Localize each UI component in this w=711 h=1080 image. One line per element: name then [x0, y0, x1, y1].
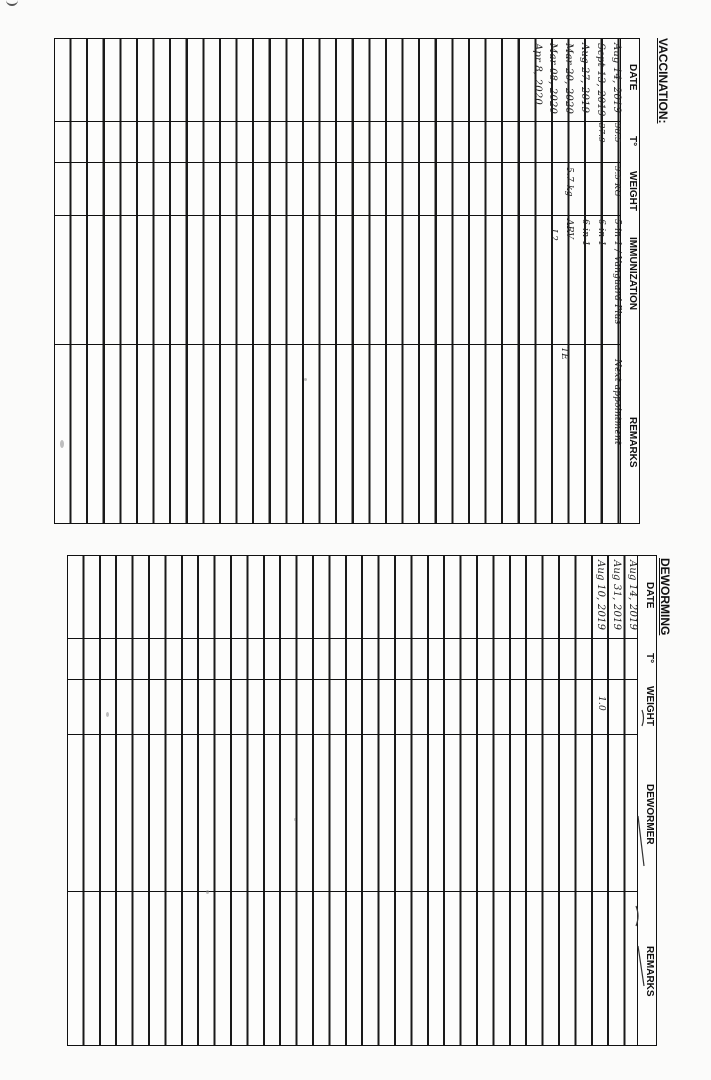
deworming-header-weight: WEIGHT — [644, 686, 655, 726]
vaccination-table — [54, 38, 640, 524]
deworming-entry-3-date: Aug 10, 2019 — [595, 560, 606, 631]
deworming-entry-2-date: Aug 31, 2019 — [611, 560, 622, 631]
vaccination-header-date: DATE — [627, 64, 638, 91]
scan-speck — [106, 712, 109, 717]
vaccination-entry-4-date: Mar 20, 2020 — [563, 43, 574, 115]
vaccination-entry-2-date: Sept 13, 2019 — [595, 43, 606, 117]
vaccination-entry-6-date: Apr 8, 2020 — [532, 43, 543, 105]
vaccination-header-temp: T° — [627, 136, 638, 147]
vaccination-entry-2-immunization: 6-in-1 — [596, 219, 606, 247]
deworming-entry-1-date: Aug 14, 2019 — [627, 560, 638, 631]
vaccination-entry-2-temp: 37.9 — [596, 123, 606, 143]
vaccination-col-divider-immunization — [55, 344, 639, 345]
vaccination-title: VACCINATION: — [656, 38, 670, 124]
deworming-table — [67, 555, 657, 1046]
scan-speck — [294, 818, 296, 821]
vaccination-header-remarks: REMARKS — [627, 417, 638, 468]
deworming-title: DEWORMING — [658, 558, 672, 636]
deworming-col-divider-dewormer — [68, 891, 656, 892]
vaccination-entry-5-immunization: ARV — [564, 219, 574, 240]
deworming-pen-marks — [598, 706, 658, 1026]
vaccination-entry-1-remarks: Next appointment — [612, 359, 622, 445]
vaccination-entry-1-temp: 38.5 — [612, 123, 622, 143]
vaccination-entry-3-date: Aug 27, 2019 — [579, 43, 590, 114]
deworming-header-temp: T° — [644, 653, 655, 664]
deworming-entry-3-weight: 1.0 — [596, 696, 606, 711]
deworming-col-divider-date — [68, 638, 656, 639]
vaccination-entry-3-immunization: 6-in-1 — [580, 219, 590, 247]
vaccination-entry-5-weight: 5.7 kg — [564, 167, 574, 197]
deworming-col-divider-weight — [68, 734, 656, 735]
scan-speck — [206, 890, 209, 894]
vaccination-col-divider-date — [55, 121, 639, 122]
scan-speck — [60, 440, 64, 448]
vaccination-entry-1-weight: 3.5 KG — [612, 166, 622, 197]
deworming-col-divider-temp — [68, 679, 656, 680]
vaccination-entry-5-remarks: TE — [559, 347, 569, 360]
vaccination-entry-5-date: Mar 08, 2020 — [547, 43, 558, 115]
vaccination-col-divider-temp — [55, 162, 639, 163]
vaccination-entry-6-immunization: L2 — [548, 229, 558, 242]
vaccination-header-weight: WEIGHT — [627, 171, 638, 211]
deworming-header-remarks: REMARKS — [644, 946, 655, 997]
scan-mark — [6, 0, 18, 6]
vaccination-header-immunization: IMMUNIZATION — [627, 237, 638, 311]
deworming-header-dewormer: DEWORMER — [644, 784, 655, 845]
vaccination-entry-1-immunization: 5-in-1 / Vanguard Plus — [612, 219, 622, 325]
scan-speck — [304, 378, 307, 381]
vaccination-col-divider-weight — [55, 215, 639, 216]
deworming-header-date: DATE — [644, 582, 655, 609]
vaccination-entry-1-date: Aug 14, 2019 — [611, 43, 622, 114]
